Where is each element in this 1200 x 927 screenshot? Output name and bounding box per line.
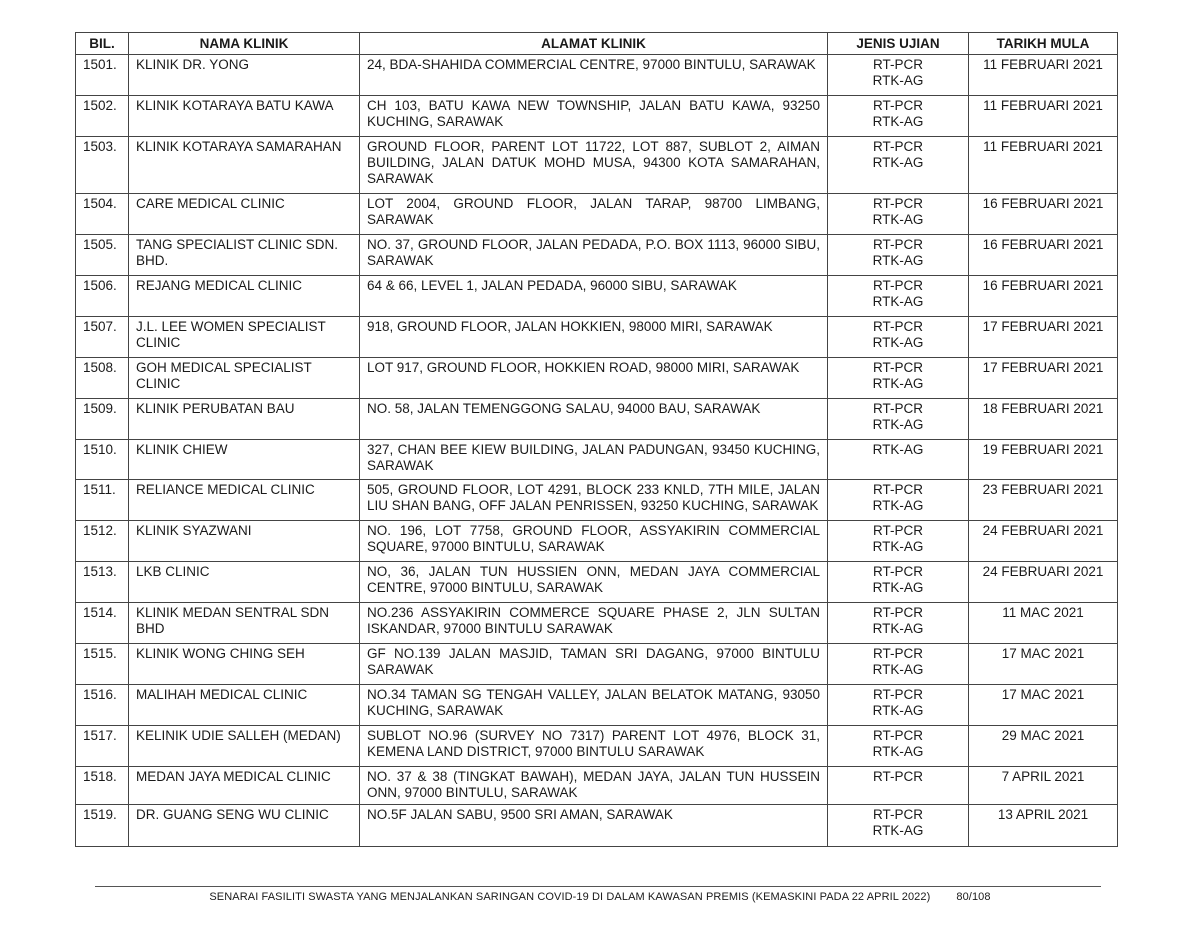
clinic-name: J.L. LEE WOMEN SPECIALIST CLINIC xyxy=(129,317,360,358)
test-types xyxy=(828,96,969,137)
table-row xyxy=(76,276,1118,317)
test-type: RTK-AG xyxy=(872,335,924,350)
clinic-address: NO.5F JALAN SABU, 9500 SRI AMAN, SARAWAK xyxy=(360,805,828,847)
test-types xyxy=(828,194,969,235)
table-row xyxy=(76,440,1118,480)
test-type: RT-PCR xyxy=(872,57,923,72)
start-date: 7 APRIL 2021 xyxy=(969,767,1118,805)
table-row xyxy=(76,767,1118,805)
test-type: RT-PCR xyxy=(872,139,923,154)
header-bil: BIL. xyxy=(76,33,129,55)
clinic-name: KLINIK SYAZWANI xyxy=(129,521,360,562)
table-row xyxy=(76,55,1118,96)
test-type: RTK-AG xyxy=(872,662,924,677)
table-row xyxy=(76,521,1118,562)
start-date: 13 APRIL 2021 xyxy=(969,805,1118,847)
test-type: RT-PCR xyxy=(872,360,923,375)
clinic-address: 327, CHAN BEE KIEW BUILDING, JALAN PADUNGAN, 93450 KUCHING, SARAWAK xyxy=(360,440,828,480)
clinic-address: NO. 196, LOT 7758, GROUND FLOOR, ASSYAKIRIN COMMERCIAL SQUARE, 97000 BINTULU, SARAWAK xyxy=(360,521,828,562)
start-date: 16 FEBRUARI 2021 xyxy=(969,276,1118,317)
row-number: 1515. xyxy=(76,644,129,685)
table-row xyxy=(76,194,1118,235)
clinic-name: REJANG MEDICAL CLINIC xyxy=(129,276,360,317)
test-types xyxy=(828,235,969,276)
test-type: RTK-AG xyxy=(872,580,924,595)
test-types xyxy=(828,440,969,480)
test-types xyxy=(828,562,969,603)
test-types xyxy=(828,55,969,96)
clinic-address: LOT 2004, GROUND FLOOR, JALAN TARAP, 98700 LIMBANG, SARAWAK xyxy=(360,194,828,235)
row-number: 1517. xyxy=(76,726,129,767)
test-type: RT-PCR xyxy=(872,807,923,822)
table-row xyxy=(76,317,1118,358)
test-types xyxy=(828,358,969,399)
test-types xyxy=(828,644,969,685)
row-number: 1502. xyxy=(76,96,129,137)
test-type: RTK-AG xyxy=(872,253,924,268)
test-types xyxy=(828,317,969,358)
table-row xyxy=(76,235,1118,276)
clinic-address: SUBLOT NO.96 (SURVEY NO 7317) PARENT LOT 4976, BLOCK 31, KEMENA LAND DISTRICT, 97000 BINTULU SARAWAK xyxy=(360,726,828,767)
clinic-name: KLINIK PERUBATAN BAU xyxy=(129,399,360,440)
table-row xyxy=(76,137,1118,194)
test-type: RT-PCR xyxy=(872,237,923,252)
footer-title: SENARAI FASILITI SWASTA YANG MENJALANKAN SARINGAN COVID-19 DI DALAM KAWASAN PREMIS (KEMASKINI PADA 22 APRIL 2022) xyxy=(209,891,931,903)
test-types xyxy=(828,137,969,194)
page-footer xyxy=(0,891,1200,903)
test-type: RTK-AG xyxy=(872,823,924,838)
test-type: RTK-AG xyxy=(872,539,924,554)
start-date: 17 FEBRUARI 2021 xyxy=(969,317,1118,358)
test-type: RTK-AG xyxy=(872,498,924,513)
test-type: RT-PCR xyxy=(872,646,923,661)
clinic-name: MALIHAH MEDICAL CLINIC xyxy=(129,685,360,726)
header-nama-klinik: NAMA KLINIK xyxy=(129,33,360,55)
test-types xyxy=(828,399,969,440)
test-type: RT-PCR xyxy=(872,769,923,784)
row-number: 1513. xyxy=(76,562,129,603)
clinic-address: 505, GROUND FLOOR, LOT 4291, BLOCK 233 KNLD, 7TH MILE, JALAN LIU SHAN BANG, OFF JALAN PENRISSEN, 93250 KUCHING, SARAWAK xyxy=(360,480,828,521)
clinic-name: LKB CLINIC xyxy=(129,562,360,603)
test-type: RT-PCR xyxy=(872,687,923,702)
table-row xyxy=(76,644,1118,685)
clinic-name: KELINIK UDIE SALLEH (MEDAN) xyxy=(129,726,360,767)
test-type: RTK-AG xyxy=(872,703,924,718)
test-type: RTK-AG xyxy=(872,442,924,457)
clinic-address: 918, GROUND FLOOR, JALAN HOKKIEN, 98000 MIRI, SARAWAK xyxy=(360,317,828,358)
clinic-name: KLINIK MEDAN SENTRAL SDN BHD xyxy=(129,603,360,644)
start-date: 16 FEBRUARI 2021 xyxy=(969,235,1118,276)
test-type: RTK-AG xyxy=(872,155,924,170)
test-type: RT-PCR xyxy=(872,482,923,497)
test-type: RTK-AG xyxy=(872,294,924,309)
clinic-name: GOH MEDICAL SPECIALIST CLINIC xyxy=(129,358,360,399)
row-number: 1503. xyxy=(76,137,129,194)
start-date: 24 FEBRUARI 2021 xyxy=(969,562,1118,603)
test-types xyxy=(828,767,969,805)
clinic-address: NO. 37 & 38 (TINGKAT BAWAH), MEDAN JAYA, JALAN TUN HUSSEIN ONN, 97000 BINTULU, SARAWAK xyxy=(360,767,828,805)
row-number: 1510. xyxy=(76,440,129,480)
test-type: RTK-AG xyxy=(872,114,924,129)
start-date: 18 FEBRUARI 2021 xyxy=(969,399,1118,440)
row-number: 1506. xyxy=(76,276,129,317)
test-types xyxy=(828,276,969,317)
test-types xyxy=(828,685,969,726)
page-number: 80/108 xyxy=(956,891,991,903)
row-number: 1519. xyxy=(76,805,129,847)
test-type: RT-PCR xyxy=(872,196,923,211)
start-date: 23 FEBRUARI 2021 xyxy=(969,480,1118,521)
clinic-address: GROUND FLOOR, PARENT LOT 11722, LOT 887, SUBLOT 2, AIMAN BUILDING, JALAN DATUK MOHD MUSA, 94300 KOTA SAMARAHAN, SARAWAK xyxy=(360,137,828,194)
start-date: 11 FEBRUARI 2021 xyxy=(969,137,1118,194)
footer-divider xyxy=(95,886,1101,887)
clinic-address: 64 & 66, LEVEL 1, JALAN PEDADA, 96000 SIBU, SARAWAK xyxy=(360,276,828,317)
clinic-name: KLINIK CHIEW xyxy=(129,440,360,480)
clinic-name: KLINIK WONG CHING SEH xyxy=(129,644,360,685)
start-date: 11 MAC 2021 xyxy=(969,603,1118,644)
test-types xyxy=(828,480,969,521)
test-type: RTK-AG xyxy=(872,744,924,759)
start-date: 24 FEBRUARI 2021 xyxy=(969,521,1118,562)
test-type: RTK-AG xyxy=(872,212,924,227)
clinic-name: RELIANCE MEDICAL CLINIC xyxy=(129,480,360,521)
start-date: 29 MAC 2021 xyxy=(969,726,1118,767)
table-row xyxy=(76,562,1118,603)
clinic-name: CARE MEDICAL CLINIC xyxy=(129,194,360,235)
start-date: 17 MAC 2021 xyxy=(969,644,1118,685)
clinic-address: NO. 58, JALAN TEMENGGONG SALAU, 94000 BAU, SARAWAK xyxy=(360,399,828,440)
table-row xyxy=(76,480,1118,521)
test-type: RT-PCR xyxy=(872,605,923,620)
test-type: RT-PCR xyxy=(872,278,923,293)
table-row xyxy=(76,603,1118,644)
table-row xyxy=(76,358,1118,399)
table-row xyxy=(76,805,1118,847)
row-number: 1509. xyxy=(76,399,129,440)
row-number: 1508. xyxy=(76,358,129,399)
clinic-address: NO.34 TAMAN SG TENGAH VALLEY, JALAN BELATOK MATANG, 93050 KUCHING, SARAWAK xyxy=(360,685,828,726)
header-alamat-klinik: ALAMAT KLINIK xyxy=(360,33,828,55)
test-type: RT-PCR xyxy=(872,401,923,416)
table-row xyxy=(76,96,1118,137)
row-number: 1511. xyxy=(76,480,129,521)
row-number: 1512. xyxy=(76,521,129,562)
clinic-name: DR. GUANG SENG WU CLINIC xyxy=(129,805,360,847)
test-types xyxy=(828,603,969,644)
table-row xyxy=(76,726,1118,767)
table-row xyxy=(76,399,1118,440)
test-type: RTK-AG xyxy=(872,621,924,636)
clinic-address: LOT 917, GROUND FLOOR, HOKKIEN ROAD, 98000 MIRI, SARAWAK xyxy=(360,358,828,399)
start-date: 16 FEBRUARI 2021 xyxy=(969,194,1118,235)
clinic-address: CH 103, BATU KAWA NEW TOWNSHIP, JALAN BATU KAWA, 93250 KUCHING, SARAWAK xyxy=(360,96,828,137)
clinic-name: KLINIK KOTARAYA BATU KAWA xyxy=(129,96,360,137)
start-date: 11 FEBRUARI 2021 xyxy=(969,96,1118,137)
header-jenis-ujian: JENIS UJIAN xyxy=(828,33,969,55)
table-row xyxy=(76,685,1118,726)
clinic-name: TANG SPECIALIST CLINIC SDN. BHD. xyxy=(129,235,360,276)
clinic-address: GF NO.139 JALAN MASJID, TAMAN SRI DAGANG, 97000 BINTULU SARAWAK xyxy=(360,644,828,685)
clinic-address: NO, 36, JALAN TUN HUSSIEN ONN, MEDAN JAYA COMMERCIAL CENTRE, 97000 BINTULU, SARAWAK xyxy=(360,562,828,603)
start-date: 11 FEBRUARI 2021 xyxy=(969,55,1118,96)
row-number: 1518. xyxy=(76,767,129,805)
clinic-table xyxy=(75,32,1118,847)
clinic-address: 24, BDA-SHAHIDA COMMERCIAL CENTRE, 97000 BINTULU, SARAWAK xyxy=(360,55,828,96)
start-date: 19 FEBRUARI 2021 xyxy=(969,440,1118,480)
table-body xyxy=(76,55,1118,847)
row-number: 1516. xyxy=(76,685,129,726)
test-type: RT-PCR xyxy=(872,564,923,579)
clinic-name: KLINIK DR. YONG xyxy=(129,55,360,96)
row-number: 1507. xyxy=(76,317,129,358)
test-type: RTK-AG xyxy=(872,376,924,391)
row-number: 1505. xyxy=(76,235,129,276)
header-tarikh-mula: TARIKH MULA xyxy=(969,33,1118,55)
test-types xyxy=(828,726,969,767)
test-types xyxy=(828,521,969,562)
clinic-address: NO. 37, GROUND FLOOR, JALAN PEDADA, P.O. BOX 1113, 96000 SIBU, SARAWAK xyxy=(360,235,828,276)
test-type: RTK-AG xyxy=(872,417,924,432)
clinic-address: NO.236 ASSYAKIRIN COMMERCE SQUARE PHASE 2, JLN SULTAN ISKANDAR, 97000 BINTULU SARAWAK xyxy=(360,603,828,644)
start-date: 17 MAC 2021 xyxy=(969,685,1118,726)
table-header-row xyxy=(76,33,1118,55)
row-number: 1501. xyxy=(76,55,129,96)
row-number: 1514. xyxy=(76,603,129,644)
start-date: 17 FEBRUARI 2021 xyxy=(969,358,1118,399)
clinic-name: KLINIK KOTARAYA SAMARAHAN xyxy=(129,137,360,194)
test-type: RTK-AG xyxy=(872,73,924,88)
test-type: RT-PCR xyxy=(872,98,923,113)
row-number: 1504. xyxy=(76,194,129,235)
test-type: RT-PCR xyxy=(872,728,923,743)
clinic-name: MEDAN JAYA MEDICAL CLINIC xyxy=(129,767,360,805)
test-type: RT-PCR xyxy=(872,523,923,538)
test-type: RT-PCR xyxy=(872,319,923,334)
test-types xyxy=(828,805,969,847)
